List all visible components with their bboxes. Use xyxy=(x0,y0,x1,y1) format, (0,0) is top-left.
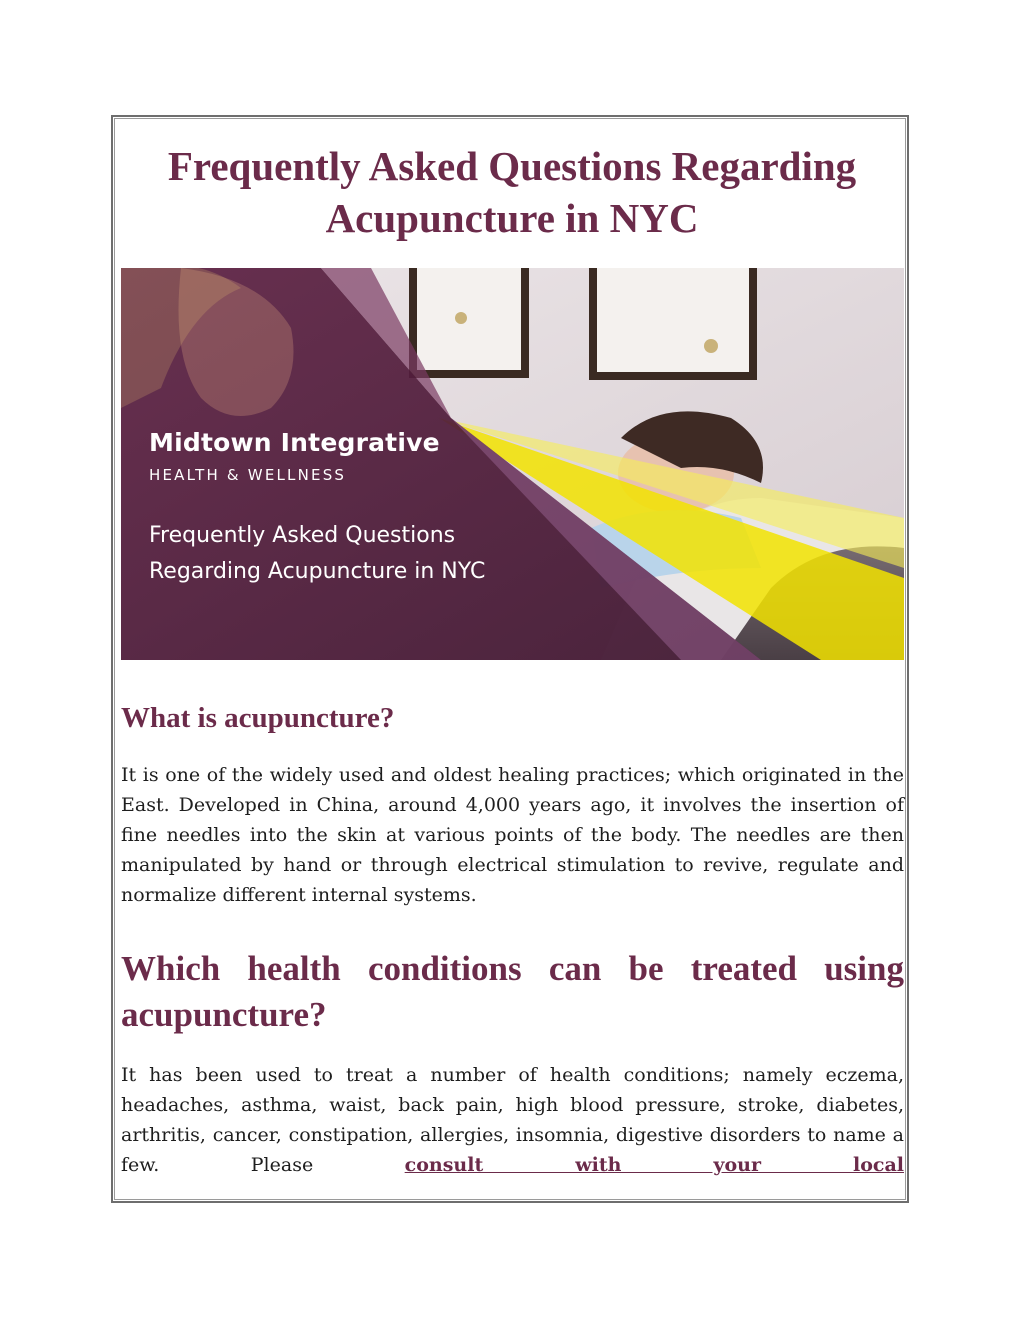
consult-link[interactable]: consult with your local xyxy=(404,1154,904,1176)
hero-headline-line-1: Frequently Asked Questions xyxy=(149,523,456,548)
hero-brand-subtitle: HEALTH & WELLNESS xyxy=(149,466,347,484)
hero-photo-illustration xyxy=(121,268,904,660)
section-body-conditions xyxy=(121,1060,904,1180)
hero-banner-image xyxy=(121,268,904,660)
hero-brand-name: Midtown Integrative xyxy=(149,428,440,457)
section-heading-conditions: Which health conditions can be treated using acupuncture? xyxy=(121,949,904,1034)
page-title-line-2: Acupuncture in NYC xyxy=(325,195,699,241)
page-title-line-1: Frequently Asked Questions Regarding xyxy=(167,143,857,189)
section-body-what-is: It is one of the widely used and oldest healing practices; which originated in the East. Developed in China, around 4,000 years ago, it involves the insertion of fine needles into the skin at various points of the body. The needles are then manipulated by hand or through electrical stimulation to revive, regulate and normalize different internal systems. xyxy=(121,764,904,906)
hero-headline-line-2: Regarding Acupuncture in NYC xyxy=(149,559,486,584)
section-heading-what-is: What is acupuncture? xyxy=(121,702,395,734)
page-title xyxy=(0,140,1024,244)
section-body-conditions-text: It has been used to treat a number of health conditions; namely eczema, headaches, asthma, waist, back pain, high blood pressure, stroke, diabetes, arthritis, cancer, constipation, allergies, insomnia, digestive disorders to name a few. Please xyxy=(121,1064,904,1176)
hero-headline xyxy=(149,518,485,590)
